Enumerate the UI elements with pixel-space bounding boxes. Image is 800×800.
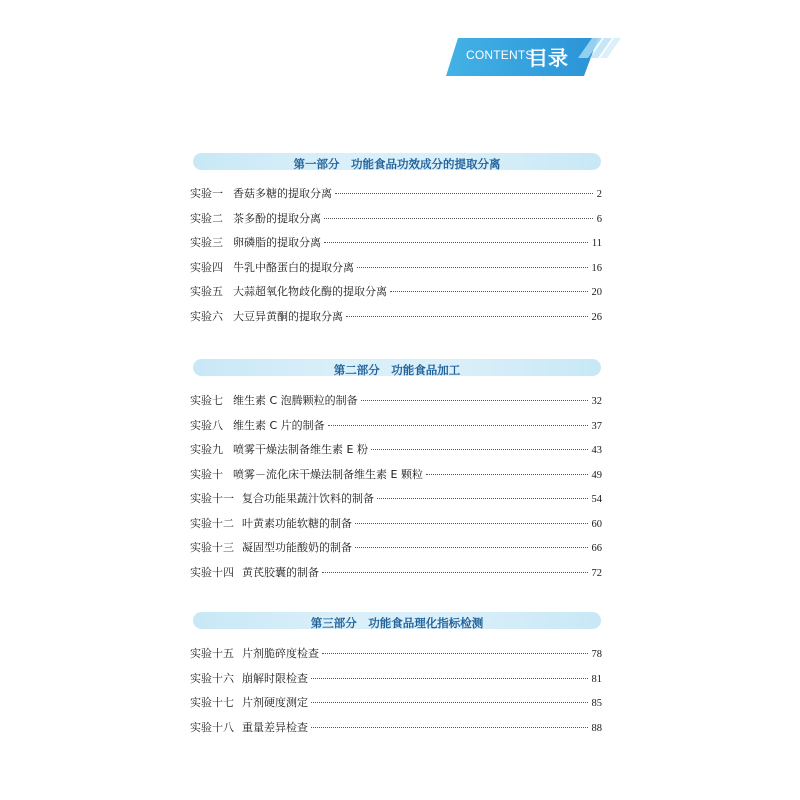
experiment-title: 凝固型功能酸奶的制备	[242, 541, 352, 554]
experiment-number: 实验十二	[190, 516, 234, 530]
dot-leader	[355, 547, 588, 548]
experiment-number: 实验十六	[190, 671, 234, 685]
page-number: 88	[591, 722, 602, 734]
toc-list-section-1	[190, 187, 602, 334]
page-number: 81	[591, 673, 602, 685]
toc-entry[interactable]	[190, 647, 602, 672]
experiment-number: 实验二	[190, 211, 223, 225]
contents-header-badge	[446, 38, 621, 76]
experiment-number: 实验十一	[190, 492, 234, 505]
toc-entry[interactable]	[190, 212, 602, 237]
experiment-title: 茶多酚的提取分离	[233, 211, 321, 225]
page-number: 43	[591, 445, 602, 456]
experiment-number: 实验九	[190, 443, 223, 456]
dot-leader	[335, 193, 593, 194]
toc-entry[interactable]	[190, 541, 602, 566]
toc-entry[interactable]	[190, 696, 602, 721]
section-header-3	[193, 612, 601, 629]
page-number: 20	[591, 287, 602, 298]
dot-leader	[311, 702, 588, 703]
toc-entry[interactable]	[190, 468, 602, 493]
page-number: 11	[591, 238, 602, 249]
experiment-title: 片剂脆碎度检查	[242, 647, 319, 660]
page-number: 78	[591, 649, 602, 660]
page-number: 2	[596, 189, 602, 200]
contents-label-en: CONTENTS	[466, 48, 534, 62]
experiment-number: 实验四	[190, 260, 223, 274]
dot-leader	[426, 474, 588, 475]
toc-entry[interactable]	[190, 672, 602, 697]
dot-leader	[324, 242, 588, 243]
experiment-title: 牛乳中酪蛋白的提取分离	[233, 260, 354, 274]
dot-leader	[357, 267, 588, 268]
experiment-title: 叶黄素功能软糖的制备	[242, 516, 352, 530]
experiment-title: 片剂硬度测定	[242, 696, 308, 709]
experiment-number: 实验三	[190, 236, 223, 249]
experiment-number: 实验十三	[190, 541, 234, 554]
experiment-title: 维生素 C 泡腾颗粒的制备	[233, 394, 358, 407]
page-number: 32	[591, 396, 602, 407]
experiment-number: 实验五	[190, 285, 223, 298]
experiment-title: 大蒜超氧化物歧化酶的提取分离	[233, 285, 387, 298]
page-number: 49	[591, 469, 602, 481]
page-number: 16	[591, 262, 602, 274]
toc-entry[interactable]	[190, 236, 602, 261]
section-title: 第二部分 功能食品加工	[333, 363, 461, 377]
experiment-number: 实验十	[190, 467, 223, 481]
toc-entry[interactable]	[190, 443, 602, 468]
dot-leader	[311, 727, 588, 728]
experiment-number: 实验十八	[190, 720, 234, 734]
dot-leader	[346, 316, 588, 317]
page-number: 72	[591, 567, 602, 579]
experiment-number: 实验八	[190, 418, 223, 432]
experiment-title: 香菇多糖的提取分离	[233, 187, 332, 200]
experiment-number: 实验一	[190, 187, 223, 200]
page-number: 66	[591, 543, 602, 554]
experiment-title: 喷雾－流化床干燥法制备维生素 E 颗粒	[233, 467, 423, 481]
page-number: 85	[591, 698, 602, 709]
experiment-number: 实验六	[190, 309, 223, 323]
experiment-title: 喷雾干燥法制备维生素 E 粉	[233, 443, 368, 456]
section-title: 第一部分 功能食品功效成分的提取分离	[293, 157, 501, 171]
toc-entry[interactable]	[190, 419, 602, 444]
dot-leader	[328, 425, 588, 426]
dot-leader	[390, 291, 588, 292]
toc-entry[interactable]	[190, 285, 602, 310]
dot-leader	[361, 400, 588, 401]
toc-entry[interactable]	[190, 721, 602, 746]
toc-entry[interactable]	[190, 310, 602, 335]
toc-entry[interactable]	[190, 187, 602, 212]
toc-list-section-2	[190, 394, 602, 590]
toc-entry[interactable]	[190, 261, 602, 286]
experiment-title: 维生素 C 片的制备	[233, 418, 325, 432]
dot-leader	[377, 498, 588, 499]
experiment-title: 崩解时限检查	[242, 671, 308, 685]
toc-entry[interactable]	[190, 566, 602, 591]
toc-entry[interactable]	[190, 517, 602, 542]
dot-leader	[324, 218, 593, 219]
experiment-title: 重量差异检查	[242, 720, 308, 734]
experiment-number: 实验十七	[190, 696, 234, 709]
toc-entry[interactable]	[190, 394, 602, 419]
toc-list-section-3	[190, 647, 602, 745]
contents-label-cn: 目录	[528, 46, 568, 70]
experiment-title: 复合功能果蔬汁饮料的制备	[242, 492, 374, 505]
experiment-title: 卵磷脂的提取分离	[233, 236, 321, 249]
experiment-number: 实验十五	[190, 647, 234, 660]
experiment-number: 实验十四	[190, 565, 234, 579]
toc-entry[interactable]	[190, 492, 602, 517]
dot-leader	[322, 572, 588, 573]
dot-leader	[371, 449, 588, 450]
page-number: 26	[591, 311, 602, 323]
dot-leader	[322, 653, 588, 654]
page-number: 37	[591, 420, 602, 432]
section-header-2	[193, 359, 601, 376]
page-number: 6	[596, 213, 602, 225]
page-number: 60	[591, 518, 602, 530]
experiment-title: 黄芪胶囊的制备	[242, 565, 319, 579]
section-header-1	[193, 153, 601, 170]
experiment-number: 实验七	[190, 394, 223, 407]
experiment-title: 大豆异黄酮的提取分离	[233, 309, 343, 323]
section-title: 第三部分 功能食品理化指标检测	[310, 616, 484, 630]
dot-leader	[355, 523, 588, 524]
page-number: 54	[591, 494, 602, 505]
dot-leader	[311, 678, 588, 679]
